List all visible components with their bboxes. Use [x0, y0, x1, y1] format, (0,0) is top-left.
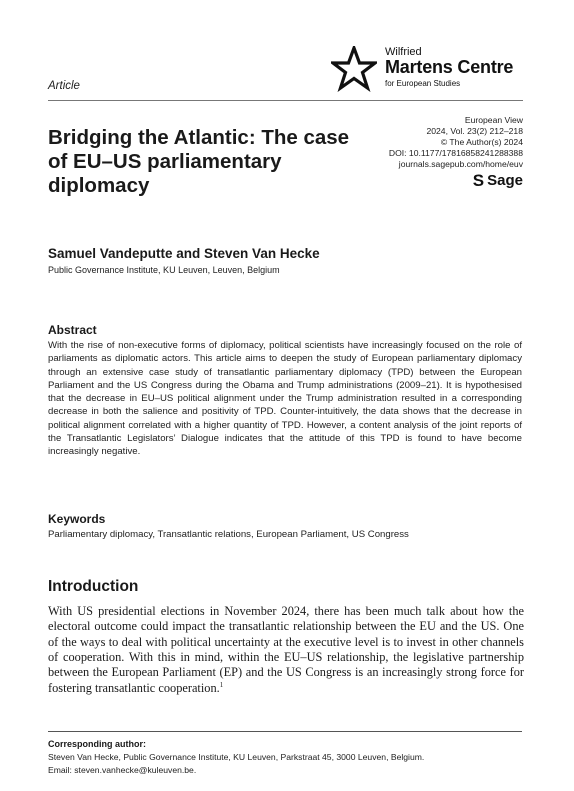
abstract-heading: Abstract: [48, 323, 97, 337]
footer-divider: [48, 731, 522, 732]
star-outline-icon: [331, 46, 377, 92]
footnote-reference[interactable]: 1: [219, 680, 224, 689]
keywords-heading: Keywords: [48, 512, 106, 526]
sage-logo: [473, 172, 523, 189]
article-title: Bridging the Atlantic: The case of EU–US parliamentary diplomacy: [48, 126, 350, 197]
journal-volume: 2024, Vol. 23(2) 212–218: [426, 126, 523, 136]
introduction-text: With US presidential elections in November 2024, there has been much talk about how the electoral outcome could impact the transatlantic relationship between the EU and the US. One of the ways to deal with political uncertainty at the executive level is to invest in other channels of cooperation. With this in mind, within the EU–US relationship, the legislative partnership between the European Parliament (EP) and the US Congress is an increasingly strong force for fostering transatlantic cooperation.: [48, 604, 524, 695]
sage-s-icon: S: [472, 171, 485, 190]
corresponding-author-label: Corresponding author:: [48, 739, 146, 749]
journal-name: European View: [464, 115, 523, 125]
martens-centre-logo: [331, 22, 531, 96]
article-type-label: Article: [48, 80, 80, 92]
copyright-line: © The Author(s) 2024: [440, 137, 523, 147]
journal-metadata: [389, 115, 523, 170]
corresponding-author-email[interactable]: Email: steven.vanhecke@kuleuven.be.: [48, 765, 197, 775]
sage-wordmark: Sage: [487, 172, 523, 189]
introduction-body: [48, 604, 524, 696]
logo-line-1: Wilfried: [385, 46, 422, 58]
abstract-body: With the rise of non-executive forms of diplomacy, political scientists have increasingly focused on the role of parliaments as diplomatic actors. This article aims to deepen the study of European parliamentary diplomacy through an extensive case study of transatlantic parliamentary diplomacy (TPD) between the European Parliament and the US Congress during the Obama and Trump administrations (2009–21). It is hypothesised that the decrease in EU–US political alignment under the Trump administration resulted in a corresponding decrease in both the salience and positivity of TPD. Counter-intuitively, the data shows that the decrease in political alignment correlated with a higher quantity of TPD. However, a content analysis of the joint reports of the Transatlantic Legislators’ Dialogue indicates that the attitude of this TPD is found to have become increasingly negative.: [48, 340, 522, 458]
journal-url[interactable]: journals.sagepub.com/home/euv: [398, 159, 523, 169]
logo-line-3: for European Studies: [385, 79, 461, 88]
logo-line-2: Martens Centre: [385, 57, 514, 77]
keywords-list: Parliamentary diplomacy, Transatlantic relations, European Parliament, US Congress: [48, 529, 409, 540]
author-names: Samuel Vandeputte and Steven Van Hecke: [48, 246, 320, 261]
author-affiliation: Public Governance Institute, KU Leuven, Leuven, Belgium: [48, 265, 280, 275]
introduction-heading: Introduction: [48, 578, 139, 595]
header-divider: [48, 100, 523, 101]
doi-line[interactable]: DOI: 10.1177/17816858241288388: [388, 148, 523, 158]
corresponding-author-address: Steven Van Hecke, Public Governance Institute, KU Leuven, Parkstraat 45, 3000 Leuven, Belgium.: [48, 752, 425, 762]
